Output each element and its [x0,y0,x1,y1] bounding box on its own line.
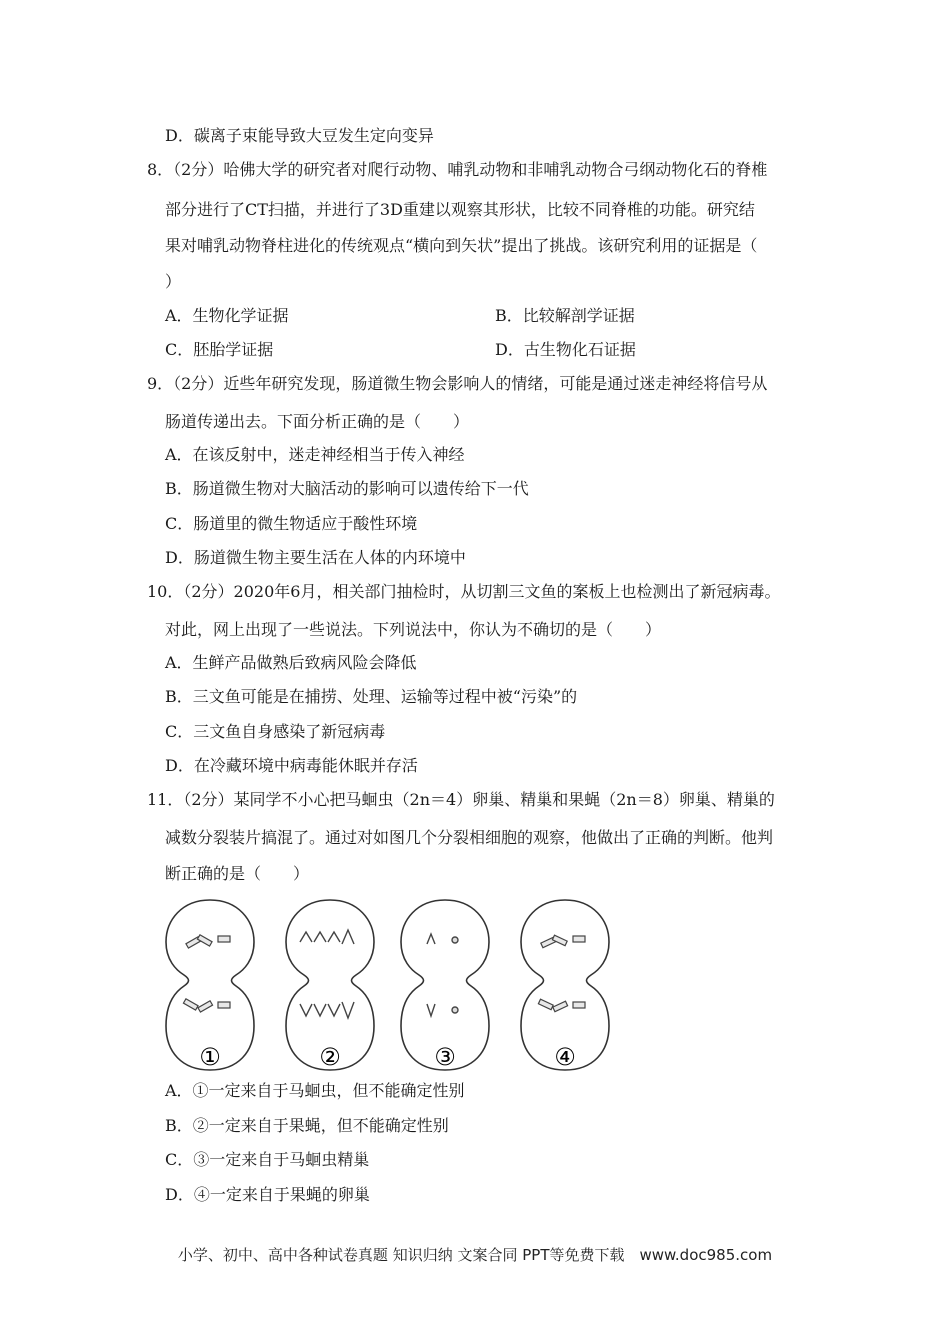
q8-stem-line-3: 果对哺乳动物脊柱进化的传统观点“横向到矢状”提出了挑战。该研究利用的证据是（ [165,236,758,255]
q10-stem-line-2: 对此，网上出现了一些说法。下列说法中，你认为不确切的是（ ） [165,620,662,639]
q11-option-c: C．③一定来自于马蛔虫精巢 [165,1150,370,1169]
q8-option-d: D．古生物化石证据 [495,340,636,359]
q11-option-d: D．④一定来自于果蝇的卵巢 [165,1185,370,1204]
q10-option-d: D．在冷藏环境中病毒能休眠并存活 [165,756,418,775]
cell-division-figure [160,895,620,1075]
q9-option-a: A．在该反射中，迷走神经相当于传入神经 [165,445,465,464]
q8-stem-line-4: ） [165,272,182,291]
q11-option-b: B．②一定来自于果蝇，但不能确定性别 [165,1116,449,1135]
q11-option-a: A．①一定来自于马蛔虫，但不能确定性别 [165,1081,465,1100]
page-footer: 小学、初中、高中各种试卷真题 知识归纳 文案合同 PPT等免费下载 www.doc985.com [177,1246,773,1264]
figure-label-3: ③ [434,1043,456,1071]
q10-stem-line-1: 10．（2分）2020年6月，相关部门抽检时，从切割三文鱼的案板上也检测出了新冠病毒。 [147,582,781,601]
q7-option-d: D．碳离子束能导致大豆发生定向变异 [165,126,434,145]
q11-stem-line-1: 11．（2分）某同学不小心把马蛔虫（2n＝4）卵巢、精巢和果蝇（2n＝8）卵巢、精巢的 [147,790,775,809]
q11-stem-line-2: 减数分裂装片搞混了。通过对如图几个分裂相细胞的观察，他做出了正确的判断。他判 [165,828,774,847]
q10-option-a: A．生鲜产品做熟后致病风险会降低 [165,653,417,672]
q10-option-c: C．三文鱼自身感染了新冠病毒 [165,722,386,741]
q10-option-b: B．三文鱼可能是在捕捞、处理、运输等过程中被“污染”的 [165,687,578,706]
q8-option-b: B．比较解剖学证据 [495,306,635,325]
q8-option-a: A．生物化学证据 [165,306,289,325]
q9-option-c: C．肠道里的微生物适应于酸性环境 [165,514,418,533]
q9-option-d: D．肠道微生物主要生活在人体的内环境中 [165,548,466,567]
figure-label-4: ④ [554,1043,576,1071]
q9-option-b: B．肠道微生物对大脑活动的影响可以遗传给下一代 [165,479,529,498]
q8-option-c: C．胚胎学证据 [165,340,274,359]
q9-stem-line-2: 肠道传递出去。下面分析正确的是（ ） [165,412,470,431]
q8-stem-line-1: 8．（2分）哈佛大学的研究者对爬行动物、哺乳动物和非哺乳动物合弓纲动物化石的脊椎 [147,160,768,179]
figure-label-2: ② [319,1043,341,1071]
q9-stem-line-1: 9．（2分）近些年研究发现，肠道微生物会影响人的情绪，可能是通过迷走神经将信号从 [147,374,768,393]
q11-stem-line-3: 断正确的是（ ） [165,864,310,883]
q8-stem-line-2: 部分进行了CT扫描，并进行了3D重建以观察其形状，比较不同脊椎的功能。研究结 [165,200,755,219]
figure-label-1: ① [199,1043,221,1071]
